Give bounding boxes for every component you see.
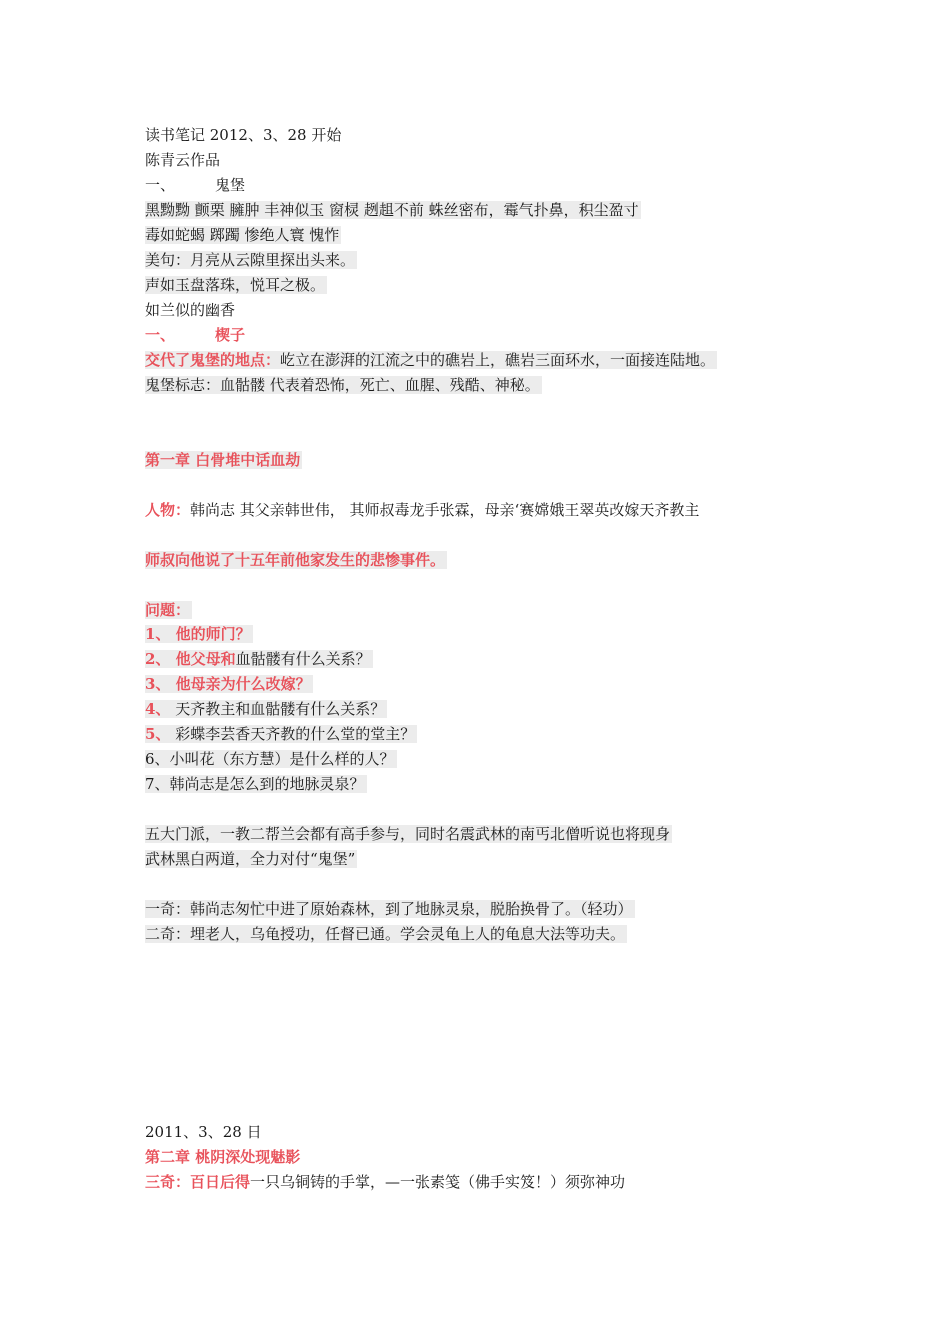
- question-5: [145, 723, 417, 745]
- wonder-text-3: 一只乌铜铸的手掌，—一张素笺（佛手实笈！）须弥神功: [250, 1173, 626, 1191]
- wonder-line-1: [145, 898, 635, 920]
- sentence-line-2: [145, 274, 327, 296]
- question-7: [145, 773, 367, 795]
- questions-heading: [145, 599, 192, 621]
- wonder-line-3: [145, 1171, 625, 1193]
- paragraph-line-1: [145, 823, 672, 845]
- author-line: [145, 149, 220, 171]
- question-4: [145, 698, 387, 720]
- uncle-text: 师叔向他说了十五年前他家发生的悲惨事件。: [145, 551, 446, 569]
- uncle-line: [145, 549, 447, 571]
- question-text: 3、 他母亲为什么改嫁？: [145, 675, 311, 693]
- vocab-line-1: [145, 199, 641, 221]
- question-text: 7、韩尚志是怎么到的地脉灵泉？: [145, 775, 365, 793]
- question-text: 1、 他的师门？: [145, 625, 251, 643]
- symbol-line: [145, 374, 542, 396]
- symbol-text: 鬼堡标志：血骷髅 代表着恐怖，死亡、血腥、残酷、神秘。: [145, 376, 540, 394]
- chapter-title-2: 第二章 桃阴深处现魅影: [145, 1148, 301, 1166]
- location-text: 屹立在澎湃的江流之中的礁岩上，礁岩三面环水，一面接连陆地。: [280, 351, 716, 369]
- author-text: 陈青云作品: [145, 151, 221, 169]
- question-text: 6、小叫花（东方慧）是什么样的人？: [145, 750, 395, 768]
- section-title: 楔子: [215, 326, 246, 344]
- wonder-text-2: 二奇：埋老人，乌龟授功，任督已通。学会灵龟上人的龟息大法等功夫。: [145, 925, 626, 943]
- paragraph-text-2: 武林黑白两道，全力对付“鬼堡”: [145, 850, 356, 868]
- people-line: [145, 499, 699, 521]
- people-text: 韩尚志 其父亲韩世伟， 其师叔毒龙手张霖，母亲‘赛嫦娥王翠英改嫁天齐教主: [190, 501, 700, 519]
- sentence-line-1: [145, 249, 357, 271]
- wonder-line-2: [145, 923, 627, 945]
- section-number: 一、: [145, 326, 176, 344]
- paragraph-line-2: [145, 848, 357, 870]
- sentence-text-2: 声如玉盘落珠，悦耳之极。: [145, 276, 326, 294]
- question-1: [145, 623, 253, 645]
- sentence-text-1: 美句：月亮从云隙里探出头来。: [145, 251, 356, 269]
- questions-label: 问题：: [145, 601, 191, 619]
- vocab-text-2: 毒如蛇蝎 踯躅 惨绝人寰 愧怍: [145, 226, 340, 244]
- section-heading-2: [145, 324, 245, 346]
- question-2: [145, 648, 373, 670]
- date-line: [145, 1121, 262, 1143]
- sentence-text-3: 如兰似的幽香: [145, 301, 236, 319]
- title-text: 读书笔记 2012、3、28 开始: [145, 126, 342, 144]
- section-number: 一、: [145, 176, 176, 194]
- question-3: [145, 673, 313, 695]
- people-label: 人物：: [145, 501, 191, 519]
- date-text: 2011、3、28 日: [145, 1123, 262, 1141]
- section-title: 鬼堡: [215, 176, 246, 194]
- vocab-line-2: [145, 224, 341, 246]
- chapter-heading-2: [145, 1146, 300, 1168]
- question-prefix: 2、 他父母和: [145, 650, 236, 668]
- question-text: 彩蝶李芸香天齐教的什么堂的堂主？: [170, 725, 416, 743]
- wonder-text-1: 一奇：韩尚志匆忙中进了原始森林，到了地脉灵泉，脱胎换骨了。（轻功）: [145, 900, 633, 918]
- chapter-title-1: 第一章 白骨堆中话血劫: [145, 451, 301, 469]
- wonder-prefix-3: 三奇：百日后得: [145, 1173, 251, 1191]
- title-line: [145, 124, 341, 146]
- question-number: 5、: [145, 725, 171, 743]
- question-text: 天齐教主和血骷髅有什么关系？: [170, 700, 386, 718]
- location-label: 交代了鬼堡的地点：: [145, 351, 281, 369]
- question-number: 4、: [145, 700, 171, 718]
- section-heading-1: [145, 174, 245, 196]
- chapter-heading-1: [145, 449, 302, 471]
- question-text: 血骷髅有什么关系？: [235, 650, 371, 668]
- vocab-text-1: 黑黝黝 颤栗 臃肿 丰神似玉 窗棂 趔趄不前 蛛丝密布，霉气扑鼻，积尘盈寸: [145, 201, 639, 219]
- question-6: [145, 748, 397, 770]
- sentence-line-3: [145, 299, 235, 321]
- paragraph-text-1: 五大门派，一教二帮兰会都有高手参与，同时名震武林的南丐北僧听说也将现身: [145, 825, 671, 843]
- location-line: [145, 349, 717, 371]
